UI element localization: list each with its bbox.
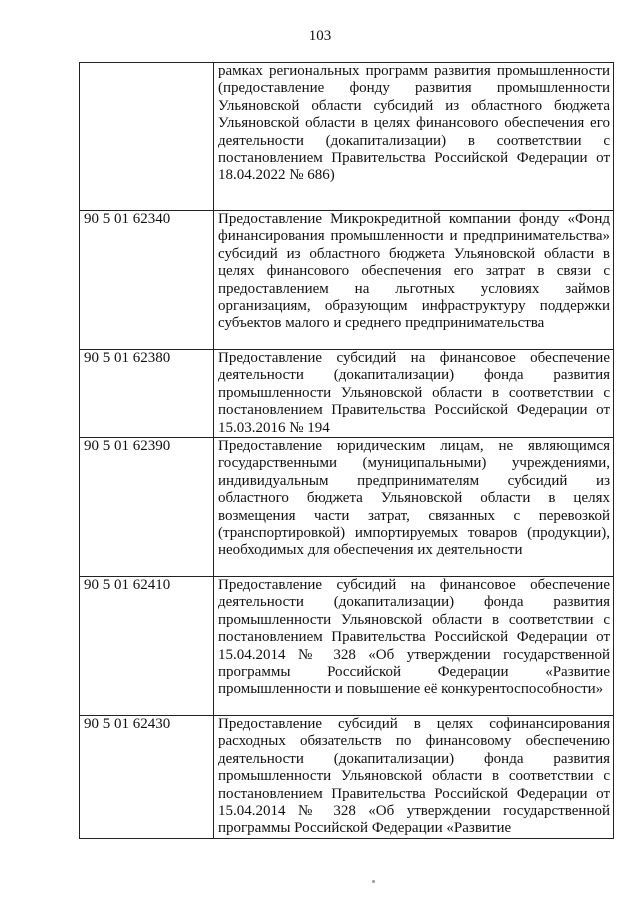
expense-description — [214, 577, 614, 716]
classification-code: 90 5 01 62340 — [80, 211, 214, 350]
expense-description — [214, 716, 614, 839]
description-text: Предоставление субсидий в целях софинансирования расходных обязательств по финансовому обеспечению деятельности (докапитализации) фонда развития промышленности Ульяновской области в соответствии с постановлением Правительства Российской Федерации от 15.04.2014 № 328 «Об утверждении государственной программы Российской Федерации «Развитие — [218, 716, 610, 837]
classification-code: 90 5 01 62430 — [80, 716, 214, 839]
description-text: Предоставление Микрокредитной компании фонду «Фонд финансирования промышленности и предпринимательства» субсидий из областного бюджета Ульяновской области в целях финансового обеспечения его затрат в связи с предоставлением на льготных условиях займов организациям, образующим инфраструктуру поддержки субъектов малого и среднего предпринимательства — [218, 211, 610, 332]
table-row — [80, 577, 614, 716]
classification-code — [80, 63, 214, 211]
table-row — [80, 350, 614, 438]
description-text: Предоставление субсидий на финансовое обеспечение деятельности (докапитализации) фонда развития промышленности Ульяновской области в соответствии с постановлением Правительства Российской Федерации от 15.03.2016 № 194 — [218, 350, 610, 436]
description-text: рамках региональных программ развития промышленности (предоставление фонду развития промышленности Ульяновской области субсидий из областного бюджета Ульяновской области в целях финансового обеспечения его деятельности (докапитализации) в соответствии с постановлением Правительства Российской Федерации от 18.04.2022 № 686) — [218, 63, 610, 184]
page-number: 103 — [308, 28, 332, 44]
expense-description — [214, 211, 614, 350]
classification-code: 90 5 01 62380 — [80, 350, 214, 438]
budget-codes-table — [79, 62, 614, 839]
table-row — [80, 438, 614, 577]
expense-description — [214, 438, 614, 577]
expense-description — [214, 63, 614, 211]
table-row — [80, 63, 614, 211]
table-row — [80, 211, 614, 350]
description-text: Предоставление субсидий на финансовое обеспечение деятельности (докапитализации) фонда развития промышленности Ульяновской области в соответствии с постановлением Правительства Российской Федерации от 15.04.2014 № 328 «Об утверждении государственной программы Российской Федерации «Развитие промышленности и повышение её конкурентоспособности» — [218, 577, 610, 698]
scan-speck — [372, 880, 375, 883]
classification-code: 90 5 01 62390 — [80, 438, 214, 577]
expense-description — [214, 350, 614, 438]
table-row — [80, 716, 614, 839]
classification-code: 90 5 01 62410 — [80, 577, 214, 716]
description-text: Предоставление юридическим лицам, не являющимся государственными (муниципальными) учреждениями, индивидуальным предпринимателям субсидий из областного бюджета Ульяновской области в целях возмещения части затрат, связанных с перевозкой (транспортировкой) импортируемых товаров (продукции), необходимых для обеспечения их деятельности — [218, 438, 610, 559]
